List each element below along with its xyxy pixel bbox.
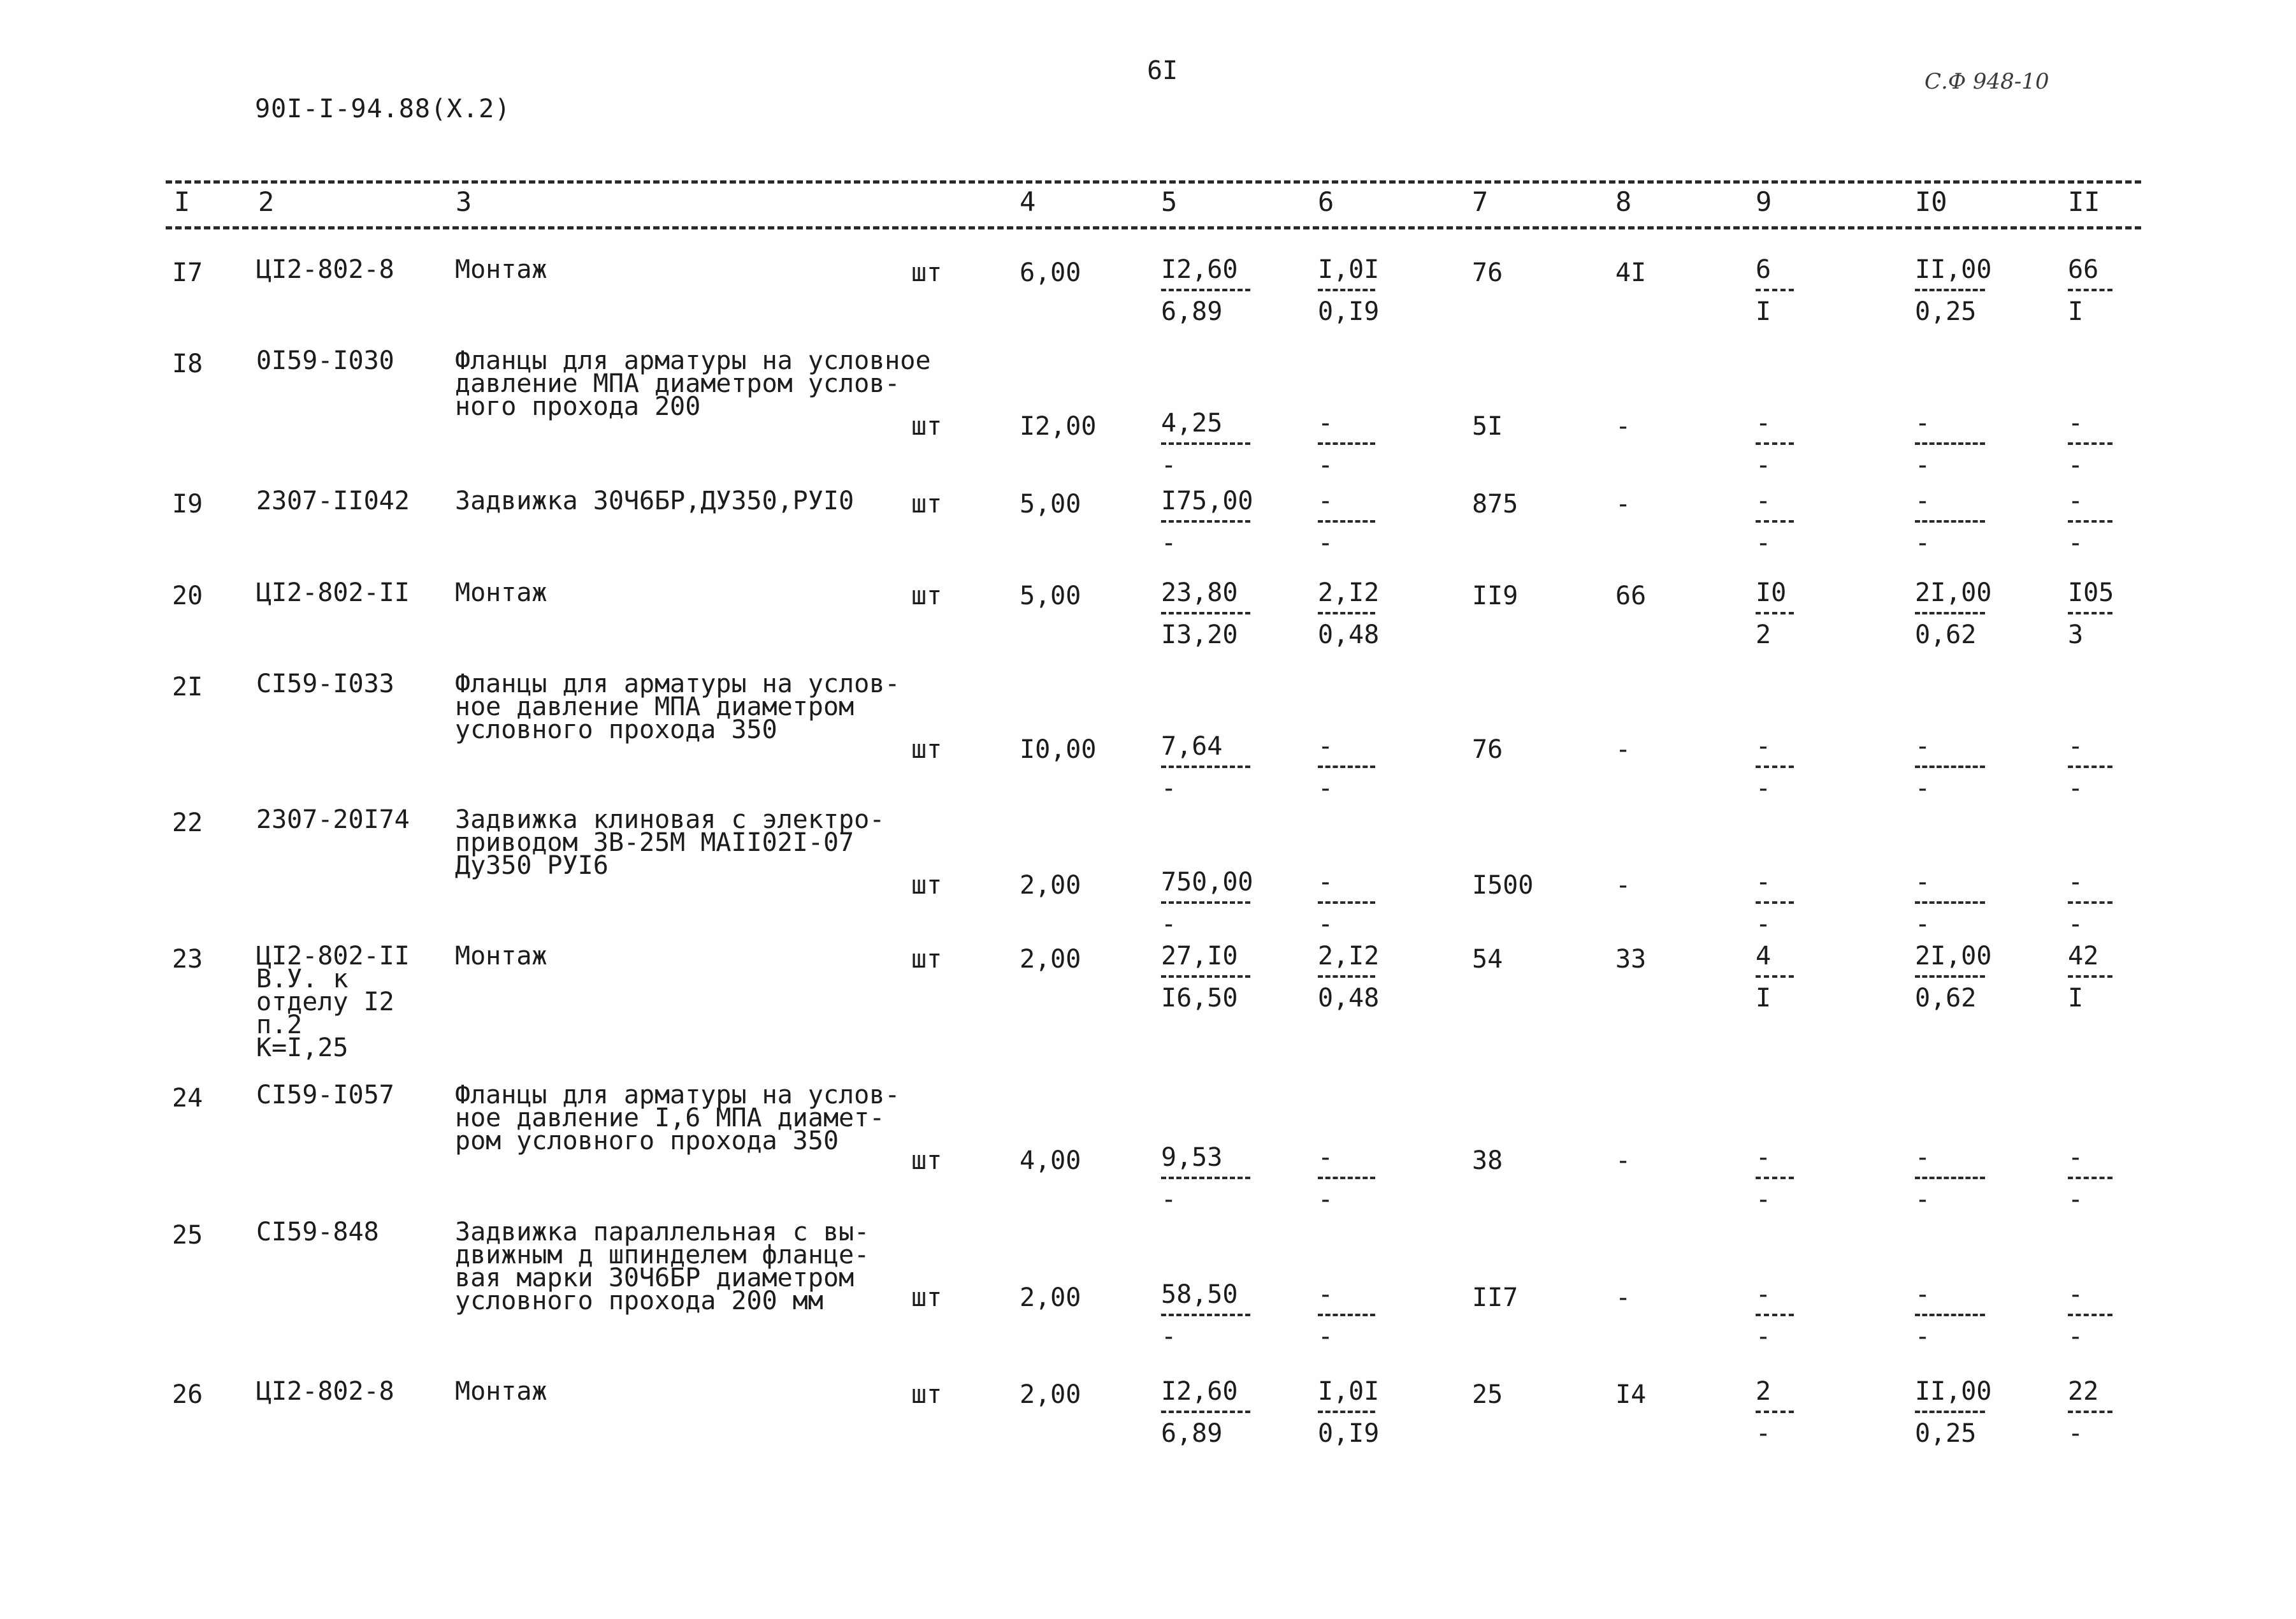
c11-numerator: - [2068, 732, 2084, 761]
c9-numerator: - [1756, 1280, 1772, 1309]
item-description: Фланцы для арматуры на условное давление МПА диаметром услов- ного прохода 200 [455, 346, 931, 421]
fraction-rule [1915, 766, 1985, 768]
c5-fraction [1161, 1142, 1250, 1215]
fraction-rule [1756, 1411, 1794, 1413]
item-description: Фланцы для арматуры на услов- ное давление МПА диаметром условного прохода 350 [455, 669, 900, 744]
c11-denominator: - [2068, 774, 2084, 803]
page-number: 6I [1147, 56, 1178, 85]
c9-denominator: - [1756, 1322, 1772, 1351]
resource-code: ЦI2-802-II В.У. к отделу I2 п.2 К=I,25 [256, 941, 410, 1063]
c10-numerator: 2I,00 [1915, 941, 1992, 971]
c11-denominator: - [2068, 528, 2084, 558]
c9-numerator: I0 [1756, 578, 1787, 607]
c9-fraction [1756, 486, 1794, 558]
c9-fraction [1756, 408, 1794, 481]
c10-fraction [1915, 1279, 1985, 1352]
column-7-value: 25 [1472, 1380, 1503, 1409]
row-number: 24 [172, 1084, 203, 1113]
fraction-rule [2068, 442, 2112, 445]
resource-code: ЦI2-802-8 [256, 1377, 394, 1406]
column-7-value: 38 [1472, 1146, 1503, 1175]
resource-code: CI59-I033 [256, 669, 394, 699]
column-7-value: 5I [1472, 412, 1503, 441]
c10-fraction [1915, 1142, 1985, 1215]
c9-fraction [1756, 1376, 1794, 1449]
c11-denominator: - [2068, 1322, 2084, 1351]
quantity: 2,00 [1020, 1380, 1081, 1409]
fraction-rule [1318, 901, 1375, 904]
row-number: 20 [172, 581, 203, 611]
c5-denominator: 6,89 [1161, 1419, 1223, 1448]
c5-denominator: - [1161, 1322, 1177, 1351]
c6-fraction [1318, 731, 1375, 804]
item-description: Задвижка 30Ч6БР,ДУ350,РУI0 [455, 486, 855, 516]
c5-numerator: 9,53 [1161, 1143, 1223, 1172]
c6-denominator: - [1318, 910, 1334, 939]
c11-numerator: - [2068, 486, 2084, 516]
c5-fraction [1161, 867, 1253, 940]
item-description: Монтаж [455, 578, 547, 607]
row-number: 26 [172, 1380, 203, 1409]
quantity: 4,00 [1020, 1146, 1081, 1175]
c10-numerator: - [1915, 486, 1931, 516]
c11-fraction [2068, 1376, 2112, 1449]
c6-fraction [1318, 486, 1375, 558]
fraction-rule [1756, 289, 1794, 291]
resource-code: 0I59-I030 [256, 346, 394, 375]
column-header-2: 2 [258, 186, 275, 217]
c5-numerator: I2,60 [1161, 255, 1238, 284]
quantity: 6,00 [1020, 258, 1081, 287]
c9-fraction [1756, 731, 1794, 804]
c10-numerator: - [1915, 1280, 1931, 1309]
c10-numerator: II,00 [1915, 255, 1992, 284]
c5-fraction [1161, 577, 1250, 650]
c5-denominator: I3,20 [1161, 620, 1238, 650]
column-8-value: - [1615, 735, 1631, 764]
c5-numerator: I75,00 [1161, 486, 1253, 516]
c10-denominator: 0,25 [1915, 1419, 1977, 1448]
c5-numerator: 4,25 [1161, 409, 1223, 438]
column-header-8: 8 [1615, 186, 1632, 217]
c11-numerator: - [2068, 1280, 2084, 1309]
unit-of-measure: шт [911, 412, 942, 441]
unit-of-measure: шт [911, 258, 942, 287]
c10-fraction [1915, 577, 1992, 650]
c6-denominator: - [1318, 774, 1334, 803]
fraction-rule [1318, 612, 1375, 614]
c9-denominator: - [1756, 910, 1772, 939]
c6-numerator: - [1318, 868, 1334, 897]
c10-denominator: 0,62 [1915, 984, 1977, 1013]
c5-numerator: I2,60 [1161, 1377, 1238, 1406]
c5-denominator: - [1161, 774, 1177, 803]
column-8-value: 66 [1615, 581, 1647, 611]
quantity: 2,00 [1020, 1283, 1081, 1312]
c10-denominator: - [1915, 774, 1931, 803]
c9-numerator: - [1756, 732, 1772, 761]
c6-denominator: - [1318, 1185, 1334, 1214]
quantity: 2,00 [1020, 945, 1081, 974]
quantity: 2,00 [1020, 871, 1081, 900]
c11-fraction [2068, 731, 2112, 804]
c6-numerator: - [1318, 486, 1334, 516]
quantity: I0,00 [1020, 735, 1097, 764]
c10-fraction [1915, 408, 1985, 481]
c5-numerator: 58,50 [1161, 1280, 1238, 1309]
column-7-value: 76 [1472, 735, 1503, 764]
column-8-value: 33 [1615, 945, 1647, 974]
c6-denominator: 0,I9 [1318, 1419, 1380, 1448]
c9-fraction [1756, 1142, 1794, 1215]
row-number: 22 [172, 808, 203, 838]
column-header-1: I [174, 186, 191, 217]
c5-fraction [1161, 941, 1250, 1013]
fraction-rule [1756, 975, 1794, 978]
c6-denominator: 0,48 [1318, 620, 1380, 650]
c5-numerator: 7,64 [1161, 732, 1223, 761]
c5-numerator: 23,80 [1161, 578, 1238, 607]
c11-fraction [2068, 1142, 2112, 1215]
quantity: I2,00 [1020, 412, 1097, 441]
c9-numerator: - [1756, 486, 1772, 516]
c10-denominator: - [1915, 528, 1931, 558]
c11-numerator: 66 [2068, 255, 2099, 284]
fraction-rule [1756, 1177, 1794, 1179]
fraction-rule [2068, 901, 2112, 904]
c10-denominator: - [1915, 451, 1931, 480]
column-header-4: 4 [1020, 186, 1036, 217]
fraction-rule [1915, 901, 1985, 904]
c10-denominator: - [1915, 1322, 1931, 1351]
row-number: I7 [172, 258, 203, 287]
item-description: Монтаж [455, 255, 547, 284]
quantity: 5,00 [1020, 581, 1081, 611]
resource-code: 2307-20I74 [256, 805, 410, 834]
c9-numerator: 4 [1756, 941, 1772, 971]
c11-fraction [2068, 254, 2112, 327]
c9-fraction [1756, 867, 1794, 940]
item-description: Задвижка параллельная с вы- движным д шпинделем фланце- вая марки 30Ч6БР диаметром условного прохода 200 мм [455, 1217, 870, 1316]
c5-numerator: 750,00 [1161, 868, 1253, 897]
unit-of-measure: шт [911, 735, 942, 764]
c10-denominator: 0,25 [1915, 297, 1977, 326]
fraction-rule [1318, 442, 1375, 445]
fraction-rule [1756, 520, 1794, 523]
c6-numerator: - [1318, 732, 1334, 761]
fraction-rule [1915, 289, 1985, 291]
fraction-rule [1915, 1411, 1985, 1413]
fraction-rule [2068, 975, 2112, 978]
c10-numerator: II,00 [1915, 1377, 1992, 1406]
item-description: Монтаж [455, 1377, 547, 1406]
fraction-rule [1318, 766, 1375, 768]
c5-denominator: - [1161, 910, 1177, 939]
c11-numerator: - [2068, 868, 2084, 897]
c9-denominator: - [1756, 528, 1772, 558]
c11-fraction [2068, 486, 2112, 558]
unit-of-measure: шт [911, 1146, 942, 1175]
c5-fraction [1161, 486, 1253, 558]
c5-denominator: - [1161, 451, 1177, 480]
c5-numerator: 27,I0 [1161, 941, 1238, 971]
item-description: Монтаж [455, 941, 547, 971]
unit-of-measure: шт [911, 1283, 942, 1312]
c10-numerator: - [1915, 732, 1931, 761]
fraction-rule [2068, 766, 2112, 768]
c9-denominator: - [1756, 1419, 1772, 1448]
c11-denominator: - [2068, 1185, 2084, 1214]
c6-fraction [1318, 941, 1380, 1013]
column-header-5: 5 [1161, 186, 1178, 217]
c11-denominator: - [2068, 910, 2084, 939]
c6-numerator: I,0I [1318, 255, 1380, 284]
column-header-9: 9 [1756, 186, 1772, 217]
resource-code: CI59-848 [256, 1217, 379, 1247]
unit-of-measure: шт [911, 581, 942, 611]
c9-fraction [1756, 1279, 1794, 1352]
c5-fraction [1161, 731, 1250, 804]
c11-numerator: - [2068, 409, 2084, 438]
row-number: 23 [172, 945, 203, 974]
column-header-10: I0 [1915, 186, 1947, 217]
c6-denominator: 0,48 [1318, 984, 1380, 1013]
fraction-rule [1161, 442, 1250, 445]
row-number: 2I [172, 672, 203, 702]
fraction-rule [1915, 442, 1985, 445]
c5-denominator: 6,89 [1161, 297, 1223, 326]
c10-numerator: - [1915, 409, 1931, 438]
c11-denominator: - [2068, 451, 2084, 480]
c10-numerator: 2I,00 [1915, 578, 1992, 607]
header-top-rule [166, 180, 2141, 184]
fraction-rule [1161, 975, 1250, 978]
quantity: 5,00 [1020, 490, 1081, 519]
column-8-value: - [1615, 1146, 1631, 1175]
fraction-rule [1915, 1177, 1985, 1179]
column-7-value: II9 [1472, 581, 1519, 611]
column-8-value: - [1615, 1283, 1631, 1312]
fraction-rule [1161, 1411, 1250, 1413]
fraction-rule [1318, 975, 1375, 978]
c6-fraction [1318, 1142, 1375, 1215]
resource-code: CI59-I057 [256, 1080, 394, 1110]
fraction-rule [2068, 1314, 2112, 1316]
c6-numerator: - [1318, 409, 1334, 438]
c6-fraction [1318, 1376, 1380, 1449]
c5-fraction [1161, 1376, 1250, 1449]
c11-fraction [2068, 408, 2112, 481]
unit-of-measure: шт [911, 1380, 942, 1409]
fraction-rule [2068, 520, 2112, 523]
fraction-rule [1161, 289, 1250, 291]
fraction-rule [1318, 520, 1375, 523]
c6-fraction [1318, 867, 1375, 940]
fraction-rule [2068, 289, 2112, 291]
c10-fraction [1915, 941, 1992, 1013]
c9-denominator: - [1756, 451, 1772, 480]
handwritten-stamp: С.Ф 948-10 [1924, 69, 2049, 94]
column-header-7: 7 [1472, 186, 1489, 217]
c5-denominator: - [1161, 528, 1177, 558]
c11-fraction [2068, 577, 2112, 650]
c9-numerator: 6 [1756, 255, 1772, 284]
c6-fraction [1318, 254, 1380, 327]
c11-numerator: I05 [2068, 578, 2114, 607]
fraction-rule [2068, 1411, 2112, 1413]
row-number: I8 [172, 349, 203, 379]
document-code: 90I-I-94.88(X.2) [255, 94, 511, 124]
c6-denominator: 0,I9 [1318, 297, 1380, 326]
fraction-rule [2068, 1177, 2112, 1179]
column-7-value: 76 [1472, 258, 1503, 287]
fraction-rule [1318, 1314, 1375, 1316]
column-header-3: 3 [456, 186, 472, 217]
c11-denominator: 3 [2068, 620, 2084, 650]
c10-denominator: - [1915, 1185, 1931, 1214]
c5-fraction [1161, 408, 1250, 481]
c9-denominator: I [1756, 297, 1772, 326]
c9-denominator: I [1756, 984, 1772, 1013]
unit-of-measure: шт [911, 871, 942, 900]
fraction-rule [1915, 612, 1985, 614]
column-8-value: - [1615, 412, 1631, 441]
column-7-value: II7 [1472, 1283, 1519, 1312]
c10-fraction [1915, 254, 1992, 327]
c9-fraction [1756, 254, 1794, 327]
fraction-rule [1161, 1314, 1250, 1316]
fraction-rule [1318, 1177, 1375, 1179]
c11-fraction [2068, 1279, 2112, 1352]
c6-numerator: 2,I2 [1318, 578, 1380, 607]
c9-numerator: - [1756, 409, 1772, 438]
c11-numerator: 22 [2068, 1377, 2099, 1406]
c10-fraction [1915, 731, 1985, 804]
row-number: I9 [172, 490, 203, 519]
column-7-value: I500 [1472, 871, 1534, 900]
c11-fraction [2068, 867, 2112, 940]
resource-code: ЦI2-802-II [256, 578, 410, 607]
fraction-rule [1915, 1314, 1985, 1316]
fraction-rule [2068, 612, 2112, 614]
c9-fraction [1756, 577, 1794, 650]
c11-denominator: - [2068, 1419, 2084, 1448]
c9-denominator: - [1756, 774, 1772, 803]
c11-numerator: - [2068, 1143, 2084, 1172]
fraction-rule [1318, 289, 1375, 291]
resource-code: 2307-II042 [256, 486, 410, 516]
column-7-value: 54 [1472, 945, 1503, 974]
fraction-rule [1318, 1411, 1375, 1413]
unit-of-measure: шт [911, 945, 942, 974]
c11-numerator: 42 [2068, 941, 2099, 971]
c5-denominator: - [1161, 1185, 1177, 1214]
c10-denominator: 0,62 [1915, 620, 1977, 650]
c6-numerator: - [1318, 1280, 1334, 1309]
c11-denominator: I [2068, 984, 2084, 1013]
column-7-value: 875 [1472, 490, 1519, 519]
column-8-value: - [1615, 871, 1631, 900]
c6-denominator: - [1318, 451, 1334, 480]
column-8-value: - [1615, 490, 1631, 519]
c6-fraction [1318, 577, 1380, 650]
c6-numerator: 2,I2 [1318, 941, 1380, 971]
column-8-value: 4I [1615, 258, 1647, 287]
c10-denominator: - [1915, 910, 1931, 939]
fraction-rule [1756, 901, 1794, 904]
c11-denominator: I [2068, 297, 2084, 326]
fraction-rule [1915, 520, 1985, 523]
fraction-rule [1915, 975, 1985, 978]
header-bottom-rule [166, 226, 2141, 229]
item-description: Фланцы для арматуры на услов- ное давление I,6 МПА диамет- ром условного прохода 350 [455, 1080, 900, 1156]
column-headers [0, 186, 2296, 222]
c11-fraction [2068, 941, 2112, 1013]
c5-denominator: I6,50 [1161, 984, 1238, 1013]
c10-numerator: - [1915, 868, 1931, 897]
c9-denominator: 2 [1756, 620, 1772, 650]
fraction-rule [1756, 442, 1794, 445]
c9-fraction [1756, 941, 1794, 1013]
c10-fraction [1915, 1376, 1992, 1449]
c9-numerator: - [1756, 1143, 1772, 1172]
item-description: Задвижка клиновая с электро- приводом 3В-25М МАII02I-07 Ду350 РУI6 [455, 805, 885, 880]
column-8-value: I4 [1615, 1380, 1647, 1409]
c6-numerator: - [1318, 1143, 1334, 1172]
c6-fraction [1318, 1279, 1375, 1352]
c5-fraction [1161, 1279, 1250, 1352]
c6-denominator: - [1318, 528, 1334, 558]
fraction-rule [1161, 901, 1250, 904]
fraction-rule [1161, 520, 1250, 523]
column-header-11: II [2068, 186, 2100, 217]
c6-numerator: I,0I [1318, 1377, 1380, 1406]
c9-denominator: - [1756, 1185, 1772, 1214]
fraction-rule [1756, 1314, 1794, 1316]
fraction-rule [1756, 612, 1794, 614]
c6-denominator: - [1318, 1322, 1334, 1351]
row-number: 25 [172, 1221, 203, 1250]
fraction-rule [1161, 1177, 1250, 1179]
fraction-rule [1756, 766, 1794, 768]
c10-fraction [1915, 486, 1985, 558]
c5-fraction [1161, 254, 1250, 327]
c9-numerator: 2 [1756, 1377, 1772, 1406]
unit-of-measure: шт [911, 490, 942, 519]
column-header-6: 6 [1318, 186, 1334, 217]
fraction-rule [1161, 766, 1250, 768]
c10-fraction [1915, 867, 1985, 940]
fraction-rule [1161, 612, 1250, 614]
c9-numerator: - [1756, 868, 1772, 897]
c10-numerator: - [1915, 1143, 1931, 1172]
resource-code: ЦI2-802-8 [256, 255, 394, 284]
c6-fraction [1318, 408, 1375, 481]
